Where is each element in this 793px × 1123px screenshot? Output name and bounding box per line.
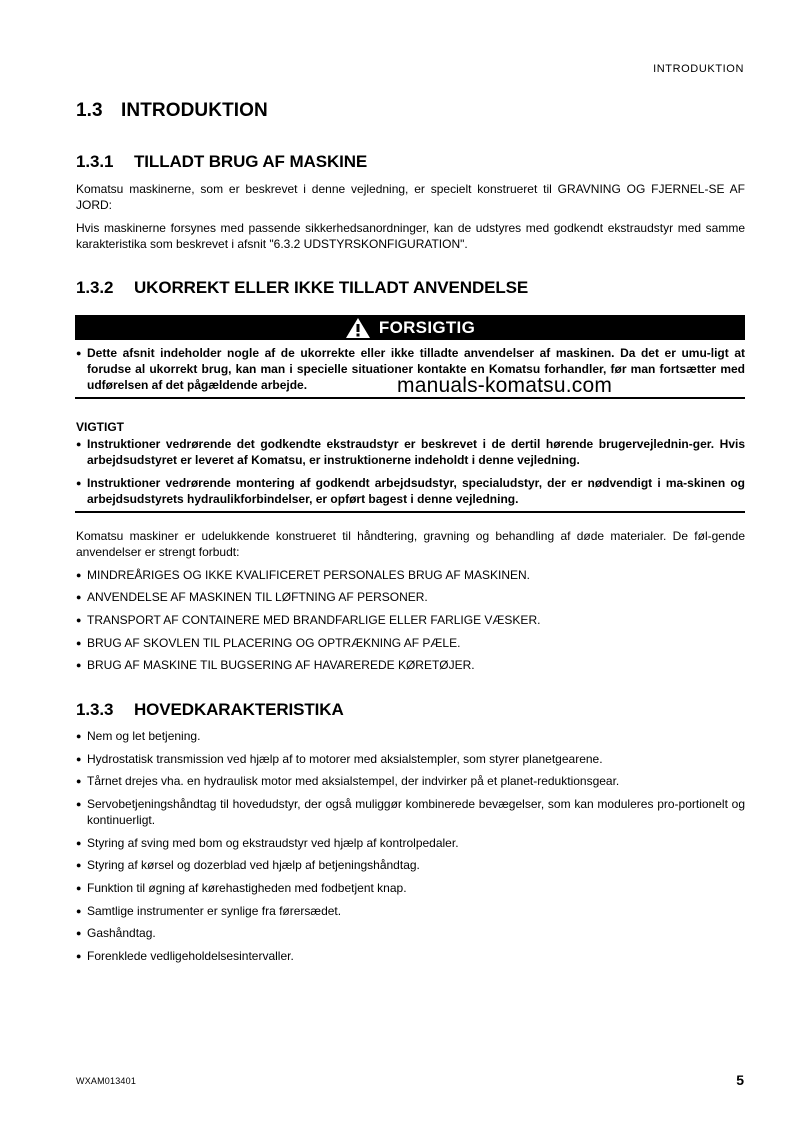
bullet-icon: ● — [76, 660, 82, 670]
forbidden-item: ● ANVENDELSE AF MASKINEN TIL LØFTNING AF PERSONER. — [76, 590, 428, 604]
feature-item: ● Gashåndtag. — [76, 926, 156, 940]
divider — [75, 511, 745, 513]
caution-banner — [75, 315, 745, 340]
bullet-icon: ● — [76, 348, 82, 358]
subsection-title-text: TILLADT BRUG AF MASKINE — [134, 152, 368, 171]
subsection-title-text: HOVEDKARAKTERISTIKA — [134, 700, 344, 719]
divider — [75, 397, 745, 399]
subsection-title-1-3-2 — [76, 278, 528, 298]
important-item: ● Instruktioner vedrørende det godkendte ekstraudstyr er beskrevet i de dertil hørende brugervejlednin-ger. Hvis arbejdsudstyret er leveret af Komatsu, er instruktionerne indeholdt i denne vejledning. — [76, 437, 745, 467]
running-header: INTRODUKTION — [653, 63, 744, 75]
subsection-number: 1.3.3 — [76, 700, 114, 719]
watermark: manuals-komatsu.com — [397, 374, 613, 397]
document-code: WXAM013401 — [76, 1076, 137, 1086]
important-item: ● Instruktioner vedrørende montering af godkendt arbejdsudstyr, specialudstyr, der er nødvendigt i ma-skinen og arbejdsudstyrets hydraulikforbindelser, er opført bagest i denne vejledning. — [76, 476, 745, 506]
bullet-icon: ● — [76, 838, 82, 848]
bullet-icon: ● — [76, 776, 82, 786]
forbidden-item: ● MINDREÅRIGES OG IKKE KVALIFICERET PERSONALES BRUG AF MASKINEN. — [76, 568, 530, 582]
forbidden-item: ● BRUG AF MASKINE TIL BUGSERING AF HAVAREREDE KØRETØJER. — [76, 658, 475, 672]
paragraph: Komatsu maskiner er udelukkende konstrueret til håndtering, gravning og behandling af døde materialer. De føl-gende anvendelser er strengt forbudt: — [76, 529, 745, 559]
feature-item: ● Funktion til øgning af kørehastigheden med fodbetjent knap. — [76, 881, 407, 895]
subsection-title-1-3-3 — [76, 700, 344, 720]
feature-item: ● Nem og let betjening. — [76, 729, 201, 743]
bullet-icon: ● — [76, 478, 82, 488]
bullet-icon: ● — [76, 439, 82, 449]
feature-item: ● Styring af kørsel og dozerblad ved hjælp af betjeningshåndtag. — [76, 858, 420, 872]
caution-item: ● Dette afsnit indeholder nogle af de ukorrekte eller ikke tilladte anvendelser af maskinen. Da det er umu-ligt at forudse al ukorrekt brug, kan man i specielle situationer kontakte en Komatsu forhandler, før man fortsætter med udførelsen af det pågældende arbejde. — [76, 346, 745, 392]
bullet-icon: ● — [76, 799, 82, 809]
feature-item: ● Hydrostatisk transmission ved hjælp af to motorer med aksialstempler, som styrer planetgearene. — [76, 752, 603, 766]
section-title-text: INTRODUKTION — [121, 100, 268, 121]
subsection-number: 1.3.2 — [76, 278, 114, 297]
feature-item: ● Servobetjeningshåndtag til hovedudstyr, der også muliggør kombinerede bevægelser, som kan moduleres pro-portionelt og kontinuerligt. — [76, 797, 745, 827]
bullet-icon: ● — [76, 731, 82, 741]
subsection-number: 1.3.1 — [76, 152, 114, 171]
forbidden-item: ● BRUG AF SKOVLEN TIL PLACERING OG OPTRÆKNING AF PÆLE. — [76, 636, 461, 650]
subsection-title-text: UKORREKT ELLER IKKE TILLADT ANVENDELSE — [134, 278, 529, 297]
bullet-icon: ● — [76, 615, 82, 625]
warning-triangle-icon — [345, 317, 371, 339]
feature-item: ● Forenklede vedligeholdelsesintervaller. — [76, 949, 294, 963]
section-title — [76, 100, 268, 122]
bullet-icon: ● — [76, 906, 82, 916]
caution-label: FORSIGTIG — [378, 317, 476, 337]
paragraph: Komatsu maskinerne, som er beskrevet i denne vejledning, er specielt konstrueret til GRAVNING OG FJERNEL-SE AF JORD: — [76, 182, 745, 212]
section-number: 1.3 — [76, 100, 103, 121]
important-label: VIGTIGT — [76, 420, 124, 434]
bullet-icon: ● — [76, 860, 82, 870]
page-number: 5 — [736, 1072, 744, 1088]
forbidden-item: ● TRANSPORT AF CONTAINERE MED BRANDFARLIGE ELLER FARLIGE VÆSKER. — [76, 613, 541, 627]
feature-item: ● Styring af sving med bom og ekstraudstyr ved hjælp af kontrolpedaler. — [76, 836, 459, 850]
feature-item: ● Tårnet drejes vha. en hydraulisk motor med aksialstempel, der indvirker på et planet-reduktionsgear. — [76, 774, 620, 788]
bullet-icon: ● — [76, 592, 82, 602]
bullet-icon: ● — [76, 570, 82, 580]
paragraph: Hvis maskinerne forsynes med passende sikkerhedsanordninger, kan de udstyres med godkendt ekstraudstyr med samme karakteristika som beskrevet i afsnit "6.3.2 UDSTYRSKONFIGURATION". — [76, 221, 745, 251]
bullet-icon: ● — [76, 928, 82, 938]
bullet-icon: ● — [76, 951, 82, 961]
subsection-title-1-3-1 — [76, 152, 367, 172]
bullet-icon: ● — [76, 638, 82, 648]
feature-item: ● Samtlige instrumenter er synlige fra førersædet. — [76, 904, 342, 918]
bullet-icon: ● — [76, 883, 82, 893]
bullet-icon: ● — [76, 754, 82, 764]
